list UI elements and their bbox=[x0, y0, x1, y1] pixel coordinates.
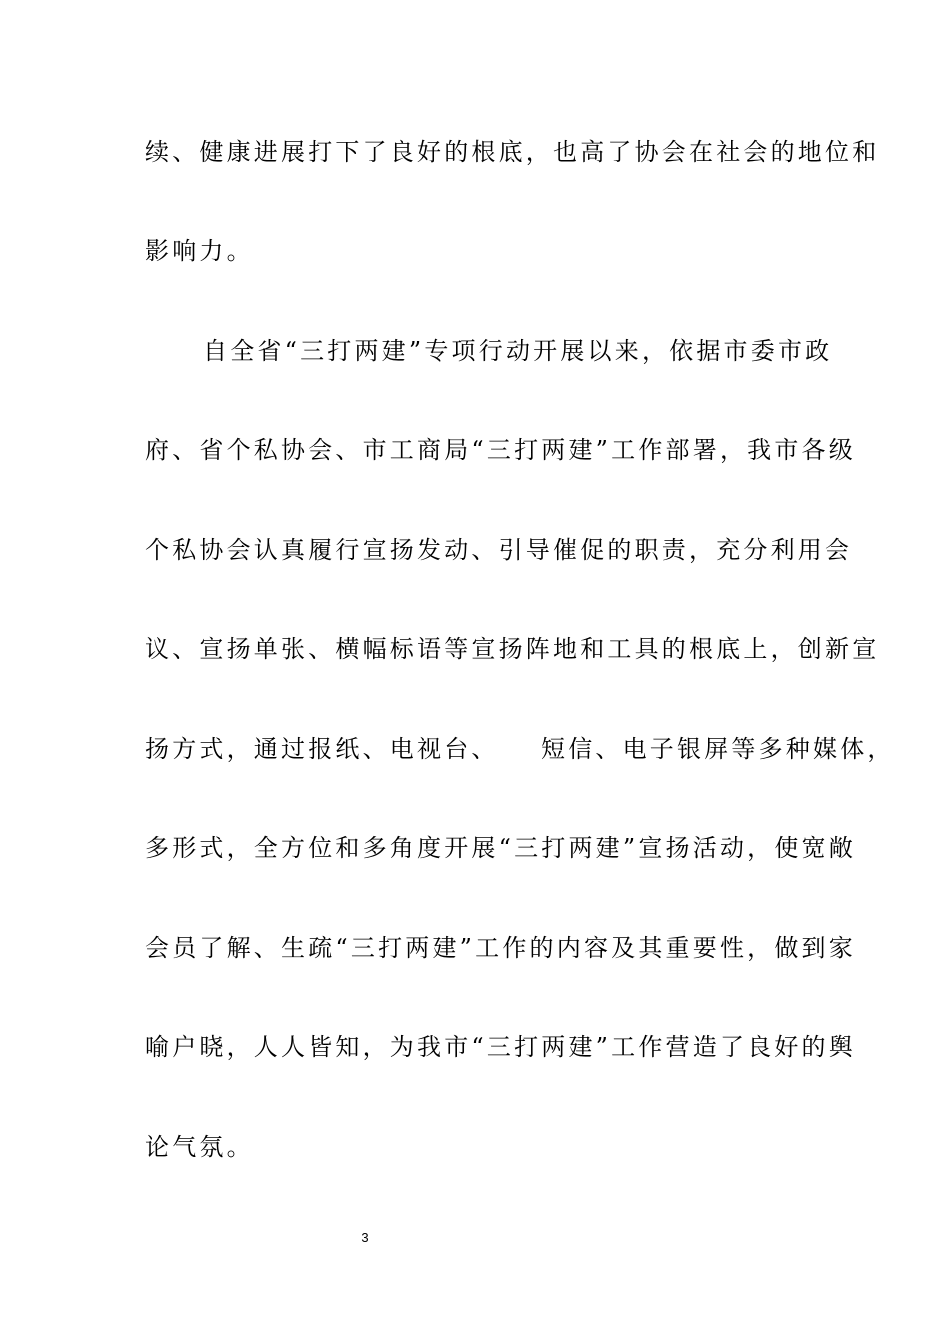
text-line: 论气氛。 bbox=[145, 1133, 254, 1161]
text-line: 喻户晓，人人皆知，为我市“三打两建”工作营造了良好的舆 bbox=[145, 1033, 856, 1061]
text-line: 影响力。 bbox=[145, 237, 254, 265]
text-line: 多形式，全方位和多角度开展“三打两建”宣扬活动，使宽敞 bbox=[145, 834, 856, 862]
paragraph-first-line: 自全省“三打两建”专项行动开展以来，依据市委市政 bbox=[203, 337, 833, 365]
page-number: 3 bbox=[361, 1230, 369, 1245]
text-line: 会员了解、生疏“三打两建”工作的内容及其重要性，做到家 bbox=[145, 934, 856, 962]
text-line: 扬方式，通过报纸、电视台、 短信、电子银屏等多种媒体， bbox=[145, 735, 895, 763]
text-line: 续、健康进展打下了良好的根底，也高了协会在社会的地位和 bbox=[145, 138, 880, 166]
text-line: 个私协会认真履行宣扬发动、引导催促的职责，充分利用会 bbox=[145, 536, 853, 564]
text-line: 府、省个私协会、市工商局“三打两建”工作部署，我市各级 bbox=[145, 436, 856, 464]
text-line: 议、宣扬单张、横幅标语等宣扬阵地和工具的根底上，创新宣 bbox=[145, 635, 880, 663]
